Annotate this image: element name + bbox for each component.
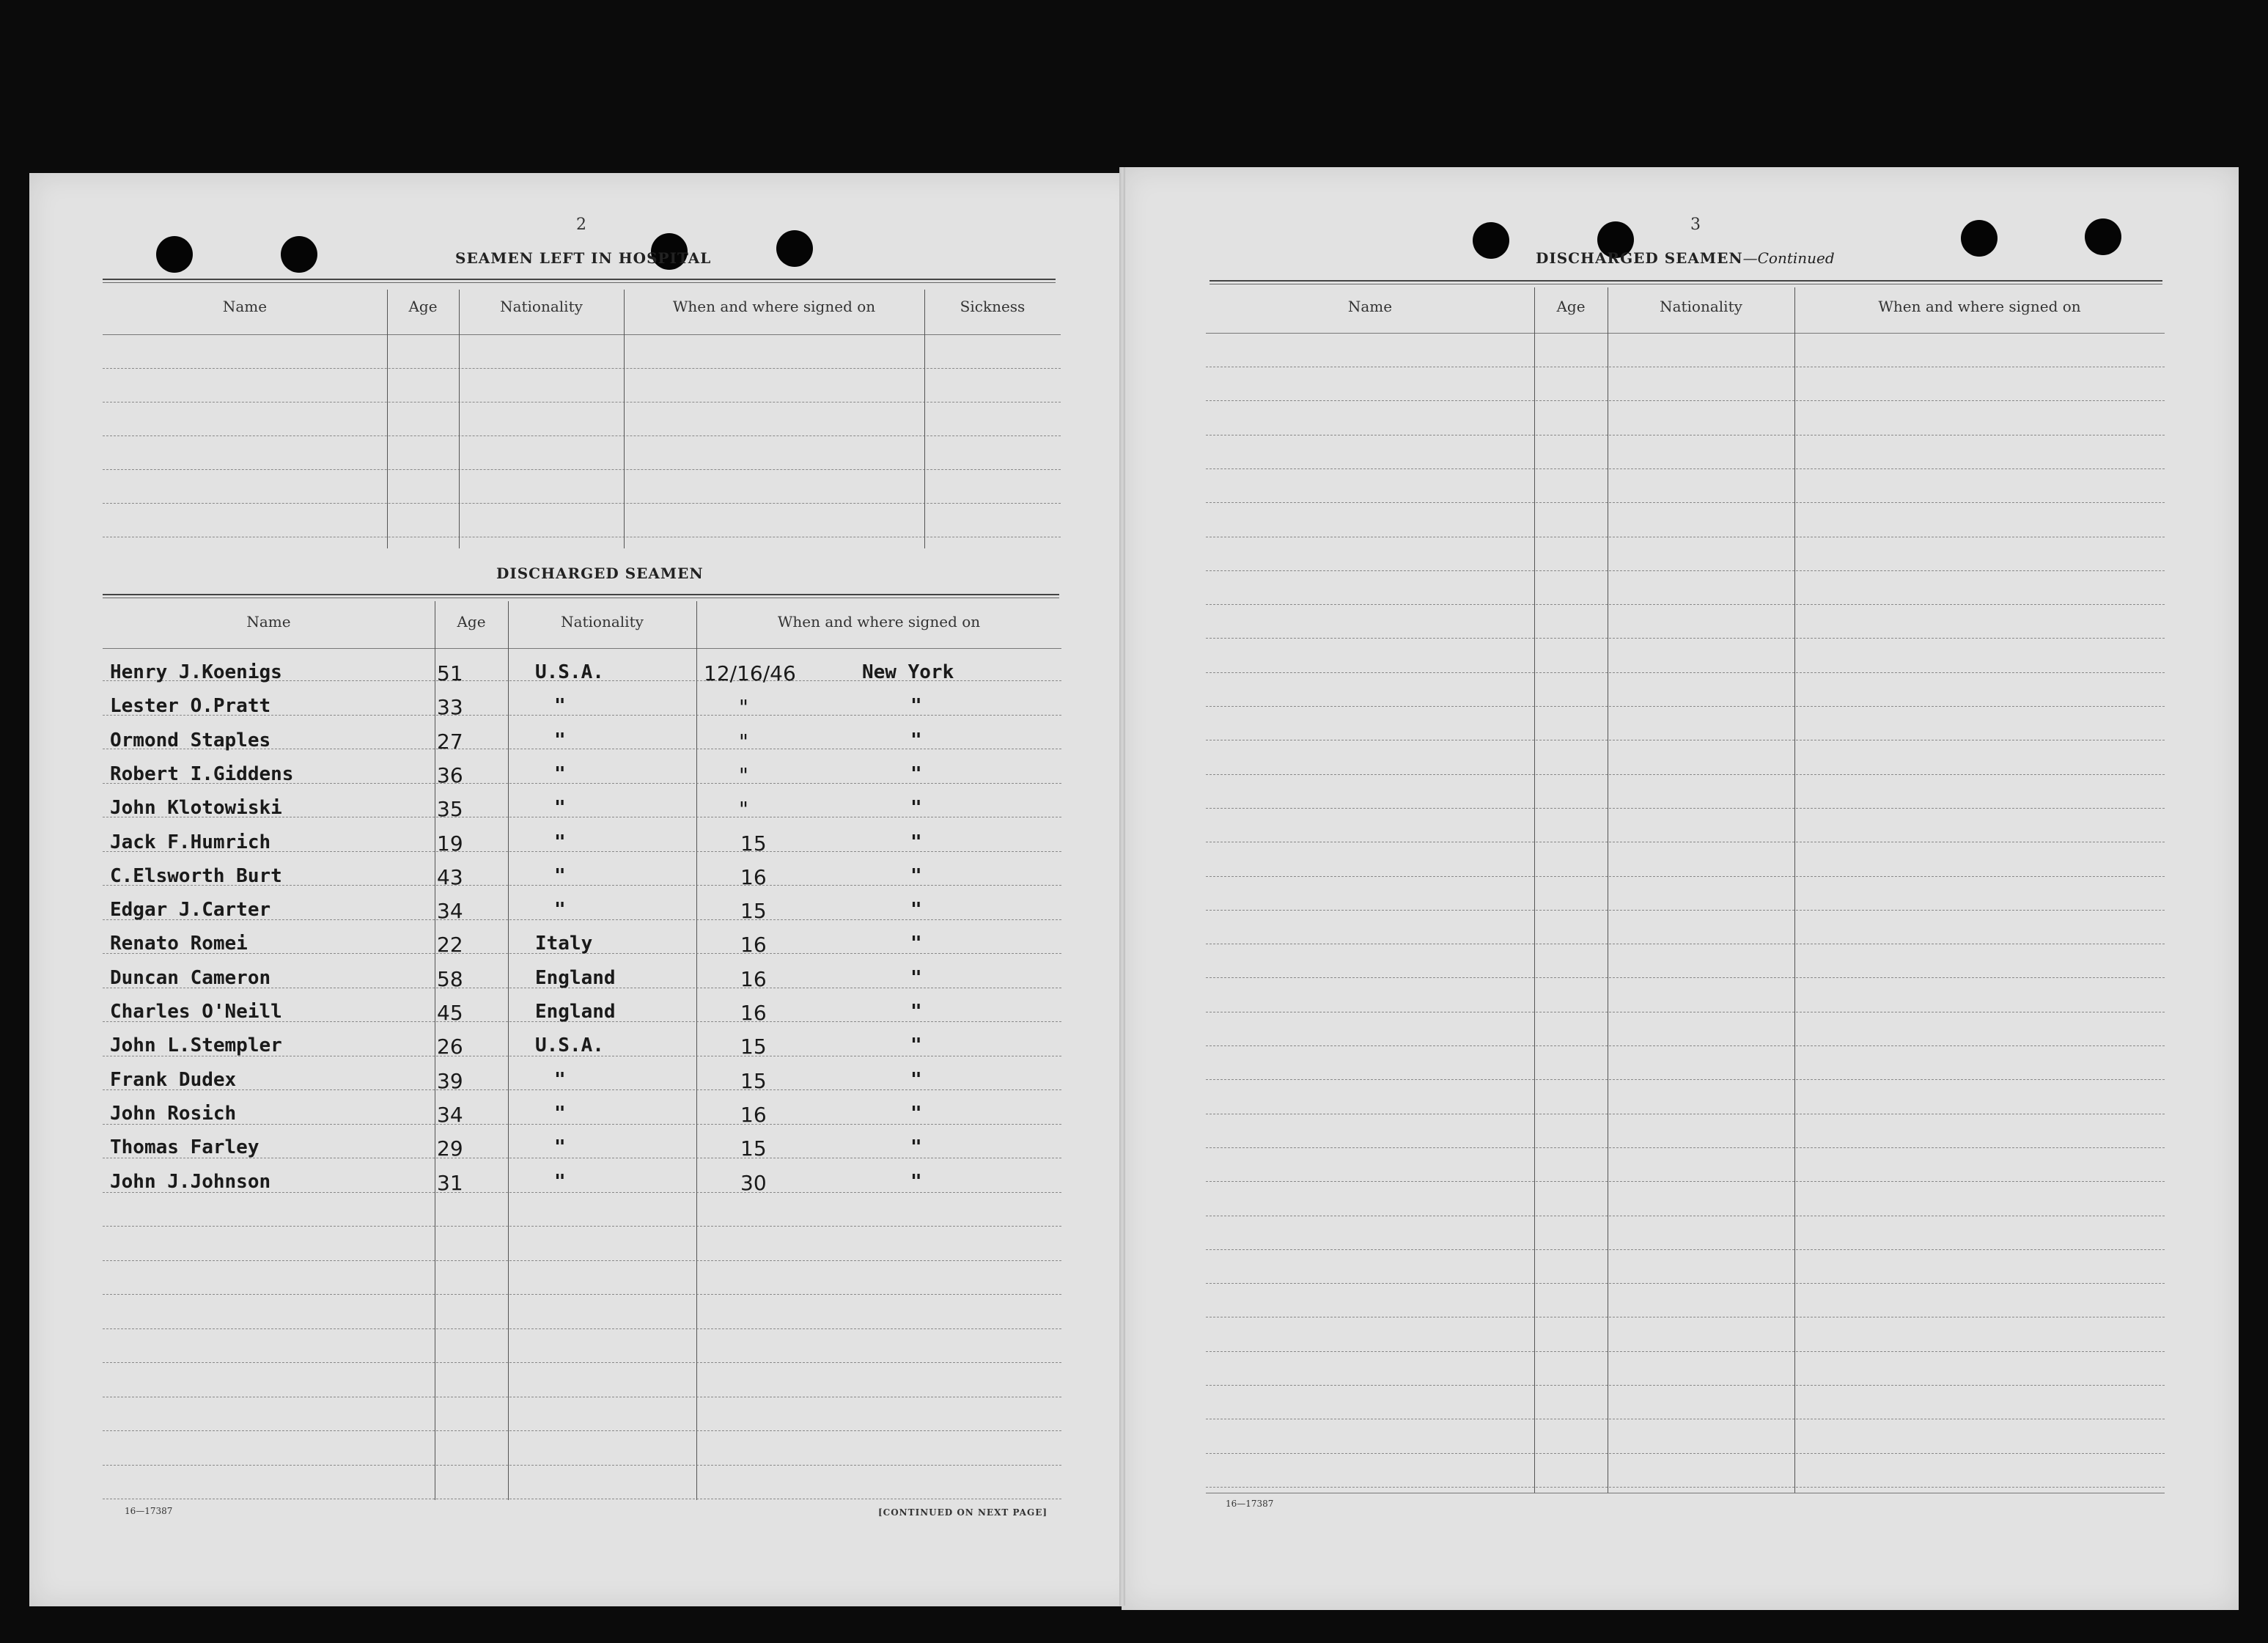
- row-rule: [103, 402, 1061, 403]
- row-rule: [103, 435, 1061, 436]
- table-cell-age: 45: [437, 1001, 463, 1025]
- table-cell-date: 16: [740, 864, 767, 889]
- col-header-nationality: Nationality: [500, 298, 583, 315]
- double-rule: [103, 594, 1059, 598]
- row-rule: [103, 469, 1061, 470]
- table-cell-age: 33: [437, 695, 463, 720]
- row-rule: [1206, 1487, 2165, 1488]
- table-cell-nationality: Italy: [535, 933, 593, 955]
- row-rule: [1206, 1079, 2165, 1080]
- row-rule: [103, 368, 1061, 369]
- table-cell-place: ": [910, 933, 922, 955]
- table-cell-nationality: U.S.A.: [535, 661, 604, 683]
- table-cell-date: 12/16/46: [704, 661, 796, 685]
- table-cell-name: Duncan Cameron: [110, 966, 271, 989]
- column-rule: [508, 601, 509, 1500]
- continued-note: [CONTINUED ON NEXT PAGE]: [878, 1507, 1048, 1518]
- table-cell-nationality: ": [554, 831, 566, 853]
- row-rule: [1206, 1385, 2165, 1386]
- row-rule: [1206, 910, 2165, 911]
- table-cell-nationality: ": [554, 1068, 566, 1091]
- row-rule: [103, 1362, 1061, 1363]
- table-cell-place: ": [910, 899, 922, 922]
- table-cell-nationality: ": [554, 1102, 566, 1125]
- col-header-nationality: Nationality: [561, 613, 644, 631]
- table-cell-name: John Rosich: [110, 1102, 237, 1125]
- column-rule: [459, 290, 460, 548]
- row-rule: [103, 1226, 1061, 1227]
- table-cell-age: 26: [437, 1034, 463, 1059]
- table-cell-name: John J.Johnson: [110, 1170, 271, 1193]
- col-header-nationality: Nationality: [1660, 298, 1742, 315]
- form-number: 16—17387: [1226, 1499, 1274, 1509]
- row-rule: [1206, 876, 2165, 877]
- table-cell-date: ": [739, 797, 748, 822]
- row-rule: [1206, 706, 2165, 707]
- col-header-age: Age: [408, 298, 438, 315]
- col-header-signed-on: When and where signed on: [672, 298, 876, 315]
- row-rule: [103, 1260, 1061, 1261]
- column-rule: [1534, 287, 1535, 1493]
- row-rule: [1206, 1045, 2165, 1046]
- row-rule: [1206, 468, 2165, 469]
- table-cell-date: 30: [740, 1170, 767, 1195]
- punch-hole: [281, 236, 317, 273]
- table-cell-date: 15: [740, 1068, 767, 1093]
- row-rule: [1206, 1351, 2165, 1352]
- table-cell-age: 51: [437, 661, 463, 685]
- hospital-section-title: SEAMEN LEFT IN HOSPITAL: [455, 249, 712, 267]
- row-rule: [103, 1328, 1061, 1329]
- double-rule: [103, 279, 1056, 283]
- column-rule: [696, 601, 697, 1500]
- table-cell-age: 39: [437, 1068, 463, 1093]
- col-header-sickness: Sickness: [960, 298, 1026, 315]
- row-rule: [1206, 638, 2165, 639]
- table-cell-nationality: England: [535, 1001, 616, 1023]
- punch-hole: [1961, 220, 1998, 257]
- table-cell-nationality: ": [554, 899, 566, 922]
- table-cell-age: 22: [437, 933, 463, 958]
- table-cell-age: 34: [437, 1102, 463, 1127]
- table-cell-age: 58: [437, 966, 463, 991]
- punch-hole: [2085, 218, 2121, 255]
- punch-hole: [156, 236, 193, 273]
- punch-hole: [1473, 222, 1509, 259]
- page-fold: [1119, 167, 1125, 1606]
- row-rule: [1206, 1249, 2165, 1250]
- col-header-name: Name: [246, 613, 291, 631]
- table-cell-place: ": [910, 1034, 922, 1057]
- col-header-name: Name: [222, 298, 268, 315]
- left-page: [29, 173, 1145, 1606]
- table-cell-age: 35: [437, 797, 463, 822]
- row-rule: [1206, 1453, 2165, 1454]
- row-rule: [103, 1465, 1061, 1466]
- table-cell-name: Frank Dudex: [110, 1068, 237, 1091]
- table-cell-place: ": [910, 1068, 922, 1091]
- row-rule: [1206, 604, 2165, 605]
- table-cell-name: Thomas Farley: [110, 1136, 259, 1159]
- row-rule: [103, 1430, 1061, 1431]
- row-rule: [103, 1294, 1061, 1295]
- table-cell-name: John Klotowiski: [110, 797, 282, 820]
- table-cell-nationality: ": [554, 797, 566, 820]
- header-rule: [103, 648, 1061, 649]
- table-cell-date: ": [739, 729, 748, 754]
- table-cell-date: 16: [740, 1001, 767, 1025]
- table-cell-name: Ormond Staples: [110, 729, 271, 751]
- table-cell-place: ": [910, 831, 922, 853]
- table-cell-date: 15: [740, 899, 767, 924]
- row-rule: [1206, 570, 2165, 571]
- table-cell-name: C.Elsworth Burt: [110, 864, 282, 887]
- header-rule: [103, 334, 1061, 335]
- column-rule: [624, 290, 625, 548]
- table-cell-nationality: U.S.A.: [535, 1034, 604, 1057]
- table-cell-nationality: ": [554, 729, 566, 751]
- row-rule: [1206, 808, 2165, 809]
- table-cell-place: ": [910, 797, 922, 820]
- table-cell-place: ": [910, 729, 922, 751]
- discharged-section-title: DISCHARGED SEAMEN: [496, 565, 704, 582]
- page-number: 2: [576, 216, 586, 234]
- row-rule: [1206, 1181, 2165, 1182]
- col-header-age: Age: [1556, 298, 1586, 315]
- row-rule: [1206, 1147, 2165, 1148]
- table-cell-place: ": [910, 1136, 922, 1159]
- table-cell-place: ": [910, 762, 922, 785]
- column-rule: [924, 290, 925, 548]
- column-rule: [387, 290, 388, 548]
- table-cell-date: ": [739, 762, 748, 787]
- table-cell-name: Edgar J.Carter: [110, 899, 271, 922]
- header-rule: [1206, 333, 2165, 334]
- row-rule: [1206, 400, 2165, 401]
- col-header-age: Age: [457, 613, 486, 631]
- table-cell-date: ": [739, 695, 748, 720]
- col-header-signed-on: When and where signed on: [777, 613, 981, 631]
- table-cell-nationality: ": [554, 1136, 566, 1159]
- table-cell-date: 16: [740, 966, 767, 991]
- table-cell-place: ": [910, 1102, 922, 1125]
- table-cell-name: Charles O'Neill: [110, 1001, 282, 1023]
- table-cell-date: 16: [740, 933, 767, 958]
- table-cell-place: ": [910, 864, 922, 887]
- table-cell-nationality: ": [554, 1170, 566, 1193]
- table-cell-nationality: England: [535, 966, 616, 989]
- table-cell-nationality: ": [554, 864, 566, 887]
- table-cell-age: 36: [437, 762, 463, 787]
- row-rule: [1206, 774, 2165, 775]
- table-cell-name: John L.Stempler: [110, 1034, 282, 1057]
- row-rule: [1206, 502, 2165, 503]
- table-cell-date: 15: [740, 1034, 767, 1059]
- row-rule: [103, 503, 1061, 504]
- row-rule: [1206, 1283, 2165, 1284]
- table-cell-age: 29: [437, 1136, 463, 1161]
- form-number: 16—17387: [125, 1506, 173, 1516]
- column-rule: [1794, 287, 1795, 1493]
- continued-section-title: DISCHARGED SEAMEN—Continued: [1536, 249, 1835, 267]
- page-number: 3: [1690, 216, 1701, 234]
- table-cell-date: 15: [740, 831, 767, 856]
- table-cell-age: 27: [437, 729, 463, 754]
- table-cell-date: 15: [740, 1136, 767, 1161]
- col-header-signed-on: When and where signed on: [1878, 298, 2081, 315]
- table-cell-age: 19: [437, 831, 463, 856]
- table-cell-nationality: ": [554, 762, 566, 785]
- table-cell-name: Lester O.Pratt: [110, 695, 271, 718]
- table-cell-age: 34: [437, 899, 463, 924]
- table-cell-place: New York: [862, 661, 954, 683]
- punch-hole: [776, 230, 813, 267]
- table-cell-place: ": [910, 1170, 922, 1193]
- table-cell-place: ": [910, 966, 922, 989]
- table-cell-name: Henry J.Koenigs: [110, 661, 282, 683]
- right-page: [1122, 167, 2239, 1610]
- table-cell-nationality: ": [554, 695, 566, 718]
- table-cell-name: Renato Romei: [110, 933, 248, 955]
- table-cell-place: ": [910, 1001, 922, 1023]
- table-cell-date: 16: [740, 1102, 767, 1127]
- double-rule: [1210, 280, 2162, 284]
- col-header-name: Name: [1347, 298, 1393, 315]
- table-cell-name: Robert I.Giddens: [110, 762, 294, 785]
- table-cell-age: 43: [437, 864, 463, 889]
- table-cell-name: Jack F.Humrich: [110, 831, 271, 853]
- row-rule: [1206, 977, 2165, 978]
- table-cell-age: 31: [437, 1170, 463, 1195]
- table-cell-place: ": [910, 695, 922, 718]
- row-rule: [1206, 672, 2165, 673]
